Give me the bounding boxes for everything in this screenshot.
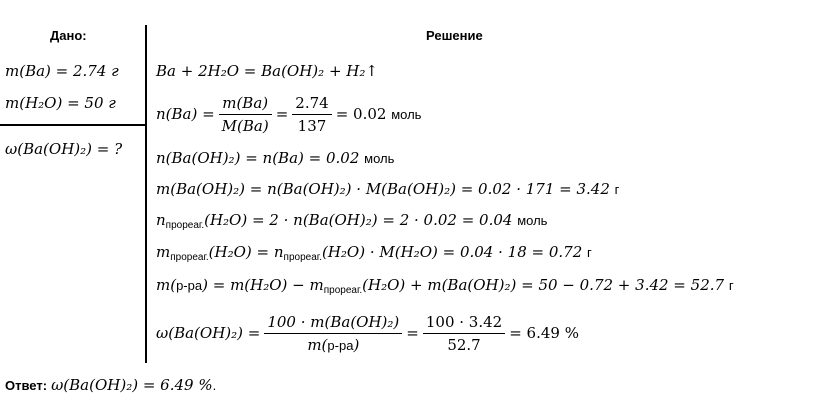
given-find-divider [0,124,146,126]
mass-fraction-equation: ω(Ba(OH)₂) = $\frac{\text{100 · m(Ba(OH)₂)}}{m(р-ра)}$ = $\frac{100 \cdot 3.42}{52.7}$ = 6.49 % [156,312,579,354]
mass-fraction-value-fraction: $\frac{100 \cdot 3.42}{52.7}$ [423,313,505,354]
m-h2o-reacted-equation: $m_{прореаг.}(H_2O) = n_{прореаг.}(H_2O) \cdot M(H_2O) = 0.04 \cdot 18 = 0.72$ г [156,243,592,263]
answer-label: Ответ: [5,378,48,393]
answer-period: . [212,378,217,393]
solution-header: Решение [426,28,483,43]
answer-line [5,376,216,394]
given-header: Дано: [50,28,87,43]
mass-fraction-formula-fraction: $\frac{\text{100 · m(Ba(OH)₂)}}{m(р-ра)}$ [264,313,402,354]
n-ba-value-fraction: $\frac{2.74}{137}$ [292,94,331,135]
m-baoh2-equation: m(Ba(OH)₂) = n(Ba(OH)₂) · M(Ba(OH)₂) = 0.02 · 171 = 3.42 г [156,180,620,198]
reaction-equation: Ba + 2H₂O = Ba(OH)₂ + H₂↑ [156,62,378,80]
answer-value: ω(Ba(OH)₂) = 6.49 % [51,376,213,394]
given-mass-ba: m(Ba) = 2.74 г [5,62,119,80]
n-h2o-reacted-equation: $n_{прореаг.}(H_2O) = 2 \cdot n(Ba(OH)_2) = 2 \cdot 0.02 = 0.04$ моль [156,211,548,231]
given-mass-h2o: m(H₂O) = 50 г [5,94,116,112]
n-ba-equation: n(Ba) = $\frac{m(Ba)}{M(Ba)}$ = $\frac{2.74}{137}$ = 0.02 моль [156,93,422,135]
table-vertical-divider [145,25,147,363]
n-ba-formula-fraction: $\frac{m(Ba)}{M(Ba)}$ [219,94,272,135]
m-solution-equation: $m(р-ра) = m(H_2O) - m_{прореаг.}(H_2O) + m(Ba(OH)_2) = 50 - 0.72 + 3.42 = 52.7$ г [156,276,734,296]
n-baoh2-equation: n(Ba(OH)₂) = n(Ba) = 0.02 моль [156,149,395,167]
find-mass-fraction: ω(Ba(OH)₂) = ? [5,140,123,158]
